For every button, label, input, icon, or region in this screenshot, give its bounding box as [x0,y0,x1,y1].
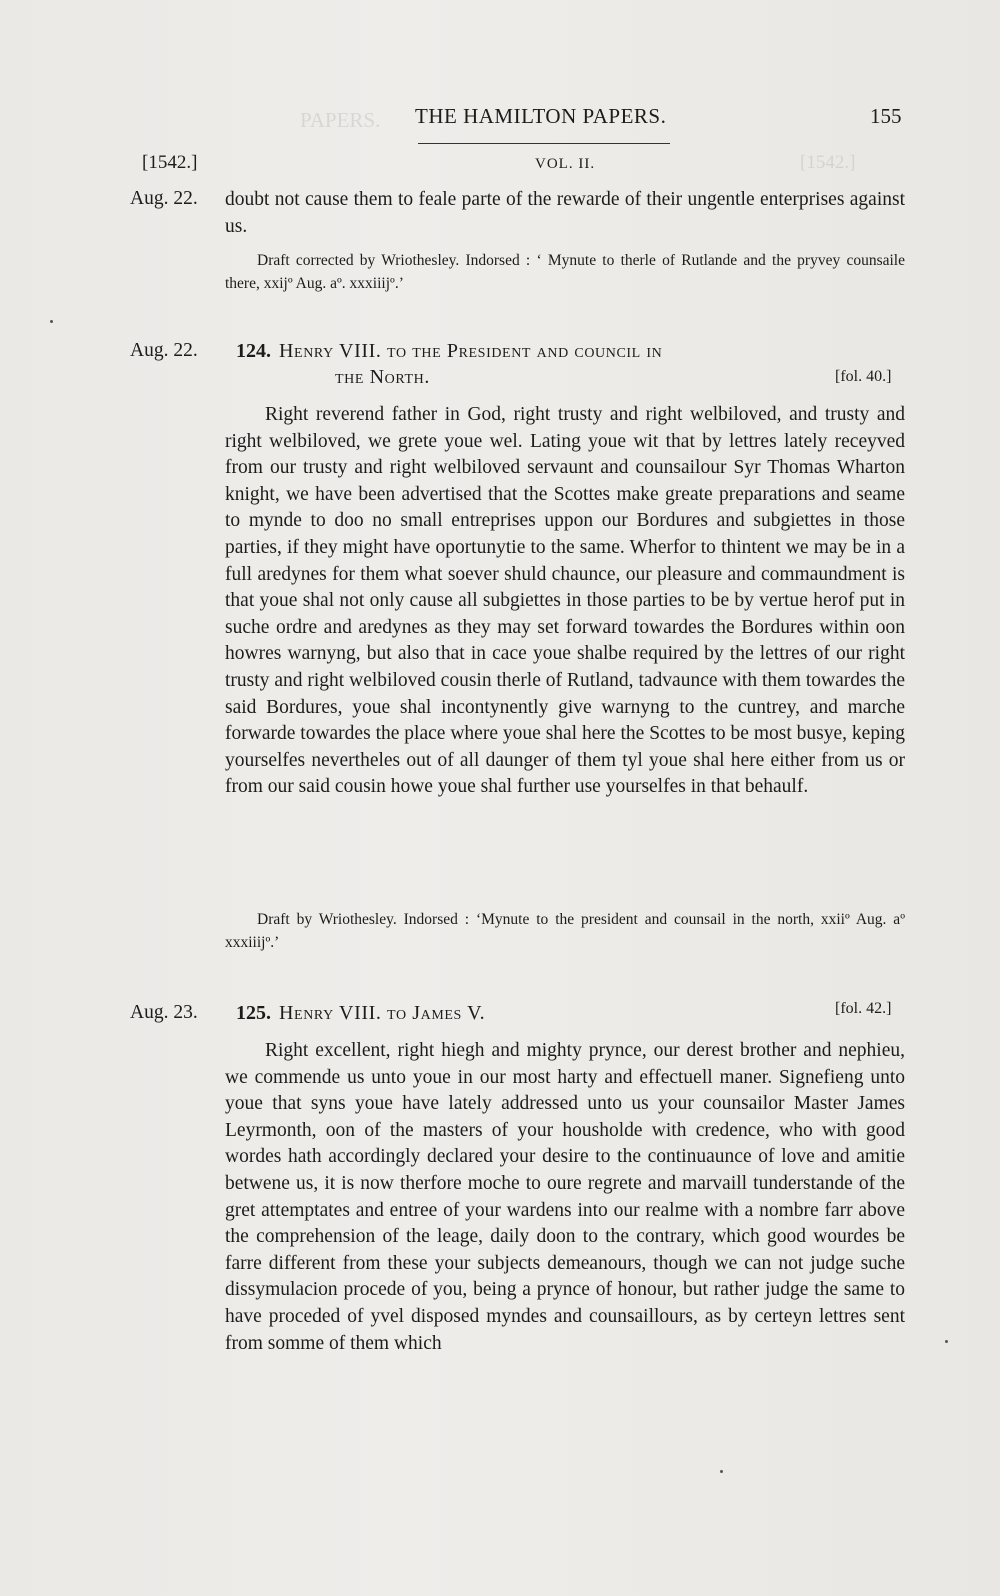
entry-date: Aug. 23. [130,1002,198,1023]
entry-title: Henry VIII. to James V. [279,1002,486,1024]
entry-note: Draft corrected by Wriothesley. Indorsed : ‘ Mynute to therle of Rutlande and the pryvey counsaile there, xxijº Aug. aº. xxxiiijº.’ [225,252,905,292]
paper-speck [945,1340,948,1343]
paper-speck [50,320,53,323]
entry-date: Aug. 22. [130,340,198,361]
year-marker: [1542.] [142,152,198,173]
header-rule [418,143,670,144]
page-header [0,104,1000,138]
entry-heading [236,338,906,364]
entry-number: 124. [236,340,271,362]
bleed-through-text: PAPERS. [300,108,381,132]
entry-text: Right excellent, right hiegh and mighty prynce, our derest brother and nephieu, we commende us unto youe in our most harty and effectuell maner. Signefieng unto youe that syns youe have lately addressed unto us your counsailor Master James Leyrmonth, oon of the masters of your housholde with credence, who with good wordes hath accordingly declared your desire to the continuaunce of love and amitie betwene us, it is now therfore moche to oure regrete and marvaill tunderstande of the gret attemptates and entree of your wardens into our realme with a nombre farr above the comprehension of the leage, daily doon to the contrary, which good wourdes be farre different from these your subjects demeanours, though we can not judge suche dissymulacion procede of you, being a prynce of honour, but rather judge the same to have proceded of yvel disposed myndes and counsaillours, as by certeyn lettres sent from somme of them which [225,1040,905,1354]
volume-label: VOL. II. [535,156,596,172]
entry-number: 125. [236,1002,271,1024]
entry-title-continued: the North. [335,366,430,388]
entry-note: Draft by Wriothesley. Indorsed : ‘Mynute to the president and counsail in the north, xxiiº Aug. aº xxxiiijº.’ [225,911,905,951]
running-title: THE HAMILTON PAPERS. [415,104,667,128]
folio-reference: [fol. 40.] [835,368,892,385]
entry-heading [236,1000,906,1026]
entry-date: Aug. 22. [130,188,198,209]
page-number: 155 [870,104,902,128]
entry-title: Henry VIII. to the President and council in [279,340,663,362]
bleed-through-text: [1542.] [800,152,856,173]
entry-text: Right reverend father in God, right trusty and right welbiloved, and trusty and right welbiloved, we grete youe wel. Lating youe wit that by lettres lately receyved from our trusty and right welbiloved servaunt and counsailour Syr Thomas Wharton knight, we have been advertised that the Scottes make greate preparations and seame to mynde to doo no small entreprises uppon our Bordures and subgiettes in those parties, if they might have oportunytie to the same. Wherfor to thintent we may be in a full aredynes for them what soever shuld chaunce, our pleasure and commaundment is that youe shal not only cause all subgiettes in those parties to be by vertue herof put in suche ordre and aredynes as they may set forward towardes the Bordures within oon howres warnyng, but also that in cace youe shalbe required by the lettres of our right trusty and right welbiloved cousin therle of Rutland, tadvaunce with them towardes the said Bordures, youe shal incontynently give warnyng to the cuntrey, and marche forwarde towardes the place where youe shal here the Scottes to be most busye, keping yourselfes nevertheles out of all daunger of them tyl youe shal here either from us or from our said cousin howe youe shal further use yourselfes in that behaulf. [225,404,905,798]
entry-text: doubt not cause them to feale parte of the rewarde of their ungentle enterprises against us. [225,189,905,237]
folio-reference: [fol. 42.] [835,1000,892,1017]
paper-speck [720,1470,723,1473]
